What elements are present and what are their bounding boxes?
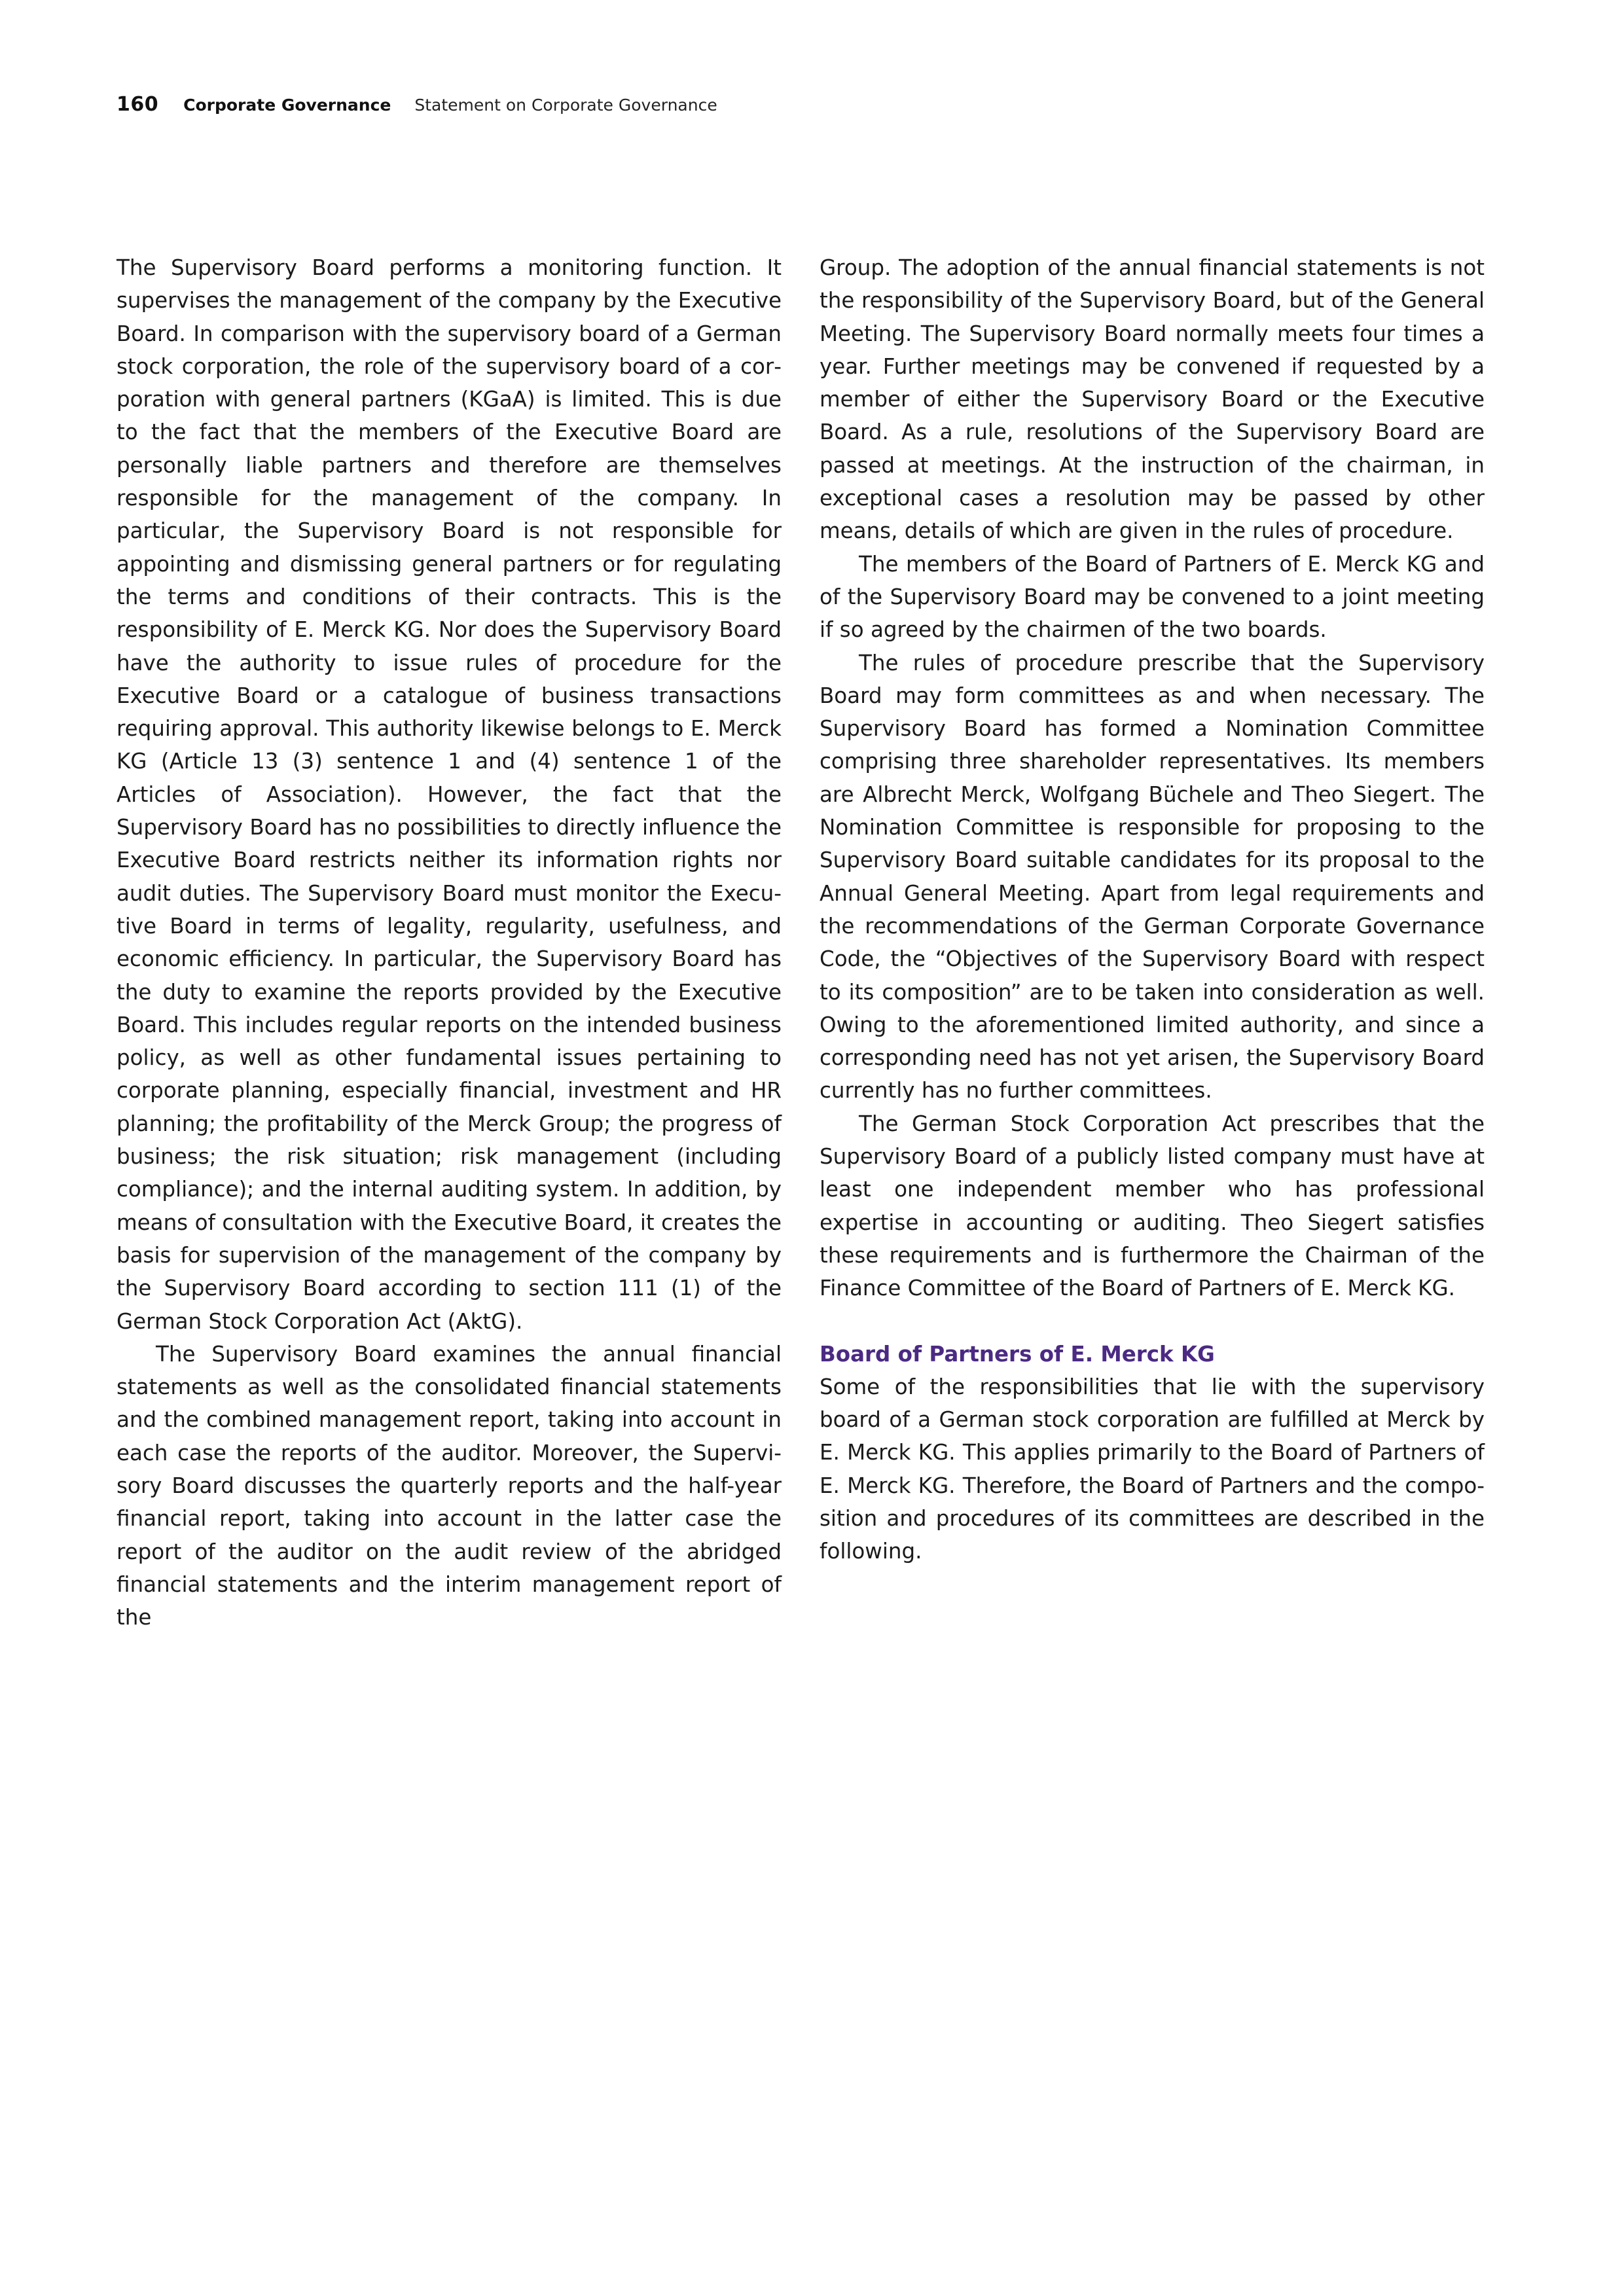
paragraph: The members of the Board of Partners of E. Merck KG and of the Supervisory Board may be convened to a joint meeting if so agreed by the chairmen of the two boards. [820,551,1485,643]
paragraph: The German Stock Corporation Act prescribes that the Supervisory Board of a publicly listed company must have at least one independent member who has professional expertise in accounting or auditing. Theo Siegert satisfies these requirements and is furthermore the Chairman of the Finance Committee of the Board of Partners of E. Merck KG. [820,1111,1485,1301]
paragraph: Group. The adoption of the annual financial statements is not the responsibility of the Supervisory Board, but of the General Meeting. The Supervisory Board normally meets four times a year. Further meetings may be convened if requested by a member of either the Supervisory Board or the Executive Board. As a rule, resolutions of the Supervisory Board are passed at meetings. At the instruction of the chairman, in exceptional cases a resolution may be passed by other means, details of which are given in the rules of procedure. [820,255,1485,544]
paragraph: The rules of procedure prescribe that the Supervisory Board may form committees as and when necessary. The Supervisory Board has formed a Nomination Committee comprising three shareholder representatives. Its members are Albrecht Merck, Wolfgang Büchele and Theo Siegert. The Nomination Committee is responsible for proposing to the Supervisory Board suitable candidates for its proposal to the Annual General Meeting. Apart from legal requirements and the recommendations of the German Corporate Governance Code, the “Objectives of the Supervisory Board with respect to its composition” are to be taken into consideration as well. Owing to the aforementioned limited authority, and since a corresponding need has not yet arisen, the Supervisory Board currently has no further committees. [820,650,1485,1103]
running-header [117,93,717,119]
subsection-title: Statement on Corporate Governance [414,96,717,115]
right-column [820,251,1485,1568]
paragraph: The Supervisory Board performs a monitoring function. It supervises the management of the company by the Executive Board. In comparison with the supervisory board of a German stock corporation, the role of the supervisory board of a corporation with general partners (KGaA) is limited. This is due to the fact that the members of the Executive Board are personally liable partners and therefore are themselves responsible for the management of the company. In particular, the Supervisory Board is not responsible for appointing and dismissing general partners or for regulating the terms and conditions of their contracts. This is the responsibility of E. Merck KG. Nor does the Supervisory Board have the authority to issue rules of procedure for the Executive Board or a catalogue of business transactions requiring approval. This authority likewise belongs to E. Merck KG (Article 13 (3) sentence 1 and (4) sentence 1 of the Articles of Association). However, the fact that the Supervisory Board has no possibilities to directly influence the Executive Board restricts neither its information rights nor audit duties. The Supervisory Board must monitor the Executive Board in terms of legality, regularity, usefulness, and economic efficiency. In particular, the Supervisory Board has the duty to examine the reports provided by the Executive Board. This includes regular reports on the intended business policy, as well as other fundamental issues pertaining to corporate planning, especially financial, investment and HR planning; the profitability of the Merck Group; the progress of business; the risk situation; risk management (including compliance); and the internal auditing system. In addition, by means of consultation with the Executive Board, it creates the basis for supervision of the management of the company by the Supervisory Board according to section 111 (1) of the German Stock Corporation Act (AktG). [117,255,782,1334]
paragraph: The Supervisory Board examines the annual financial statements as well as the consolidated financial statements and the combined management report, taking into account in each case the reports of the auditor. Moreover, the Supervisory Board discusses the quarterly reports and the half-year financial report, taking into account in the latter case the report of the auditor on the audit review of the abridged financial statements and the interim management report of the [117,1341,782,1630]
left-column [117,251,782,1634]
section-subheading: Board of Partners of E. Merck KG [820,1341,1215,1367]
paragraph: Some of the responsibilities that lie with the supervisory board of a German stock corporation are fulfilled at Merck by E. Merck KG. This applies primarily to the Board of Partners of E. Merck KG. Therefore, the Board of Partners and the composition and procedures of its committees are described in the following. [820,1374,1485,1564]
section-title: Corporate Governance [183,96,391,115]
page-number: 160 [117,93,159,116]
